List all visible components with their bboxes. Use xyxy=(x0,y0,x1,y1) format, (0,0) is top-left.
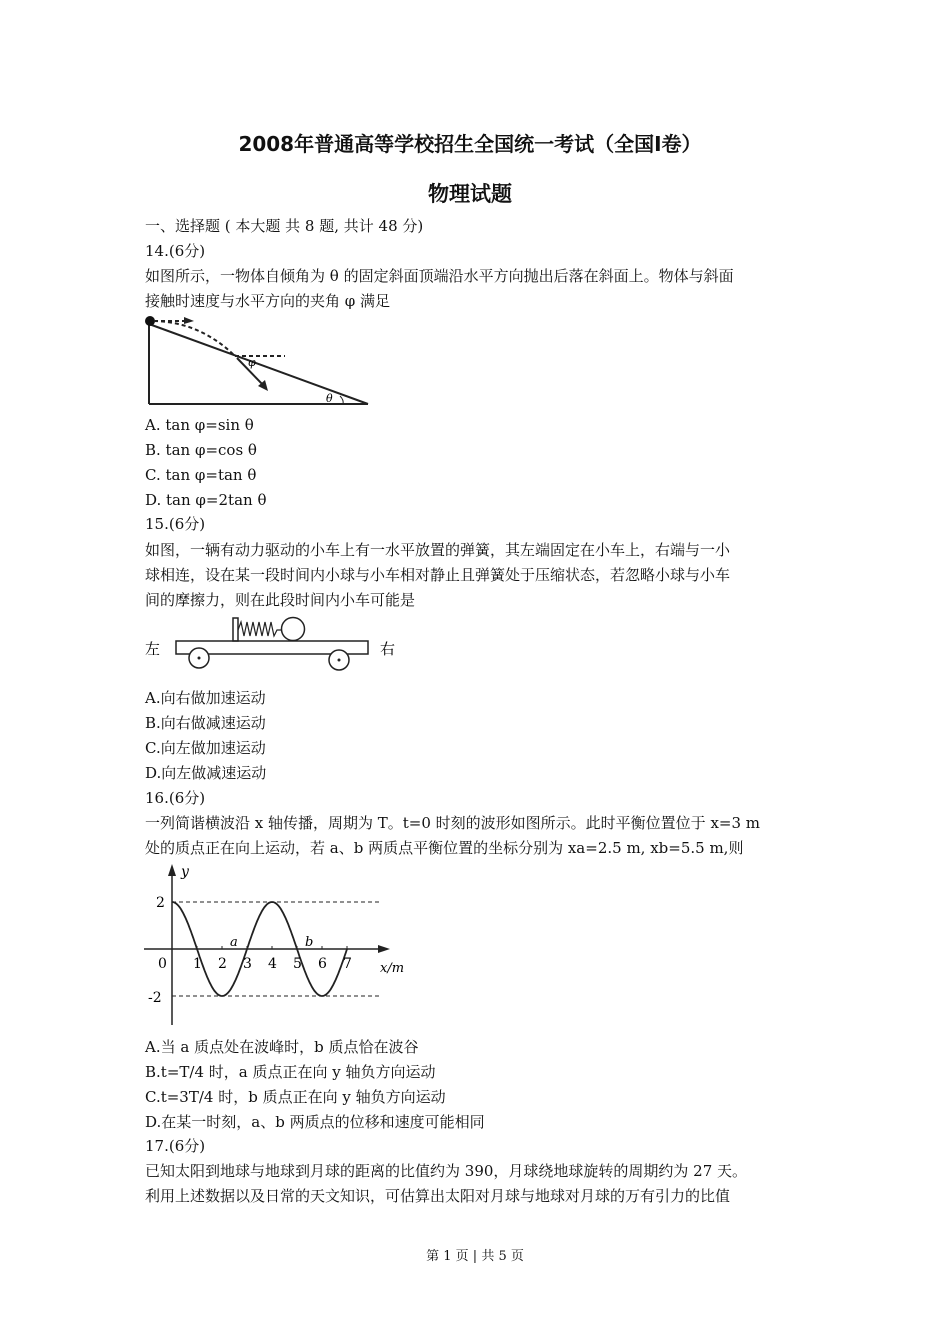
point-a-label: a xyxy=(230,935,238,950)
right-label: 右 xyxy=(380,640,396,658)
x-tick-label: 7 xyxy=(343,956,352,972)
question-16-number: 16.(6分) xyxy=(145,789,206,807)
theta-label: θ xyxy=(326,392,333,405)
option-d: D.在某一时刻，a、b 两质点的位移和速度可能相同 xyxy=(145,1113,485,1131)
cart-spring-figure xyxy=(140,610,410,680)
exam-subtitle: 物理试题 xyxy=(428,182,512,206)
phi-label: φ xyxy=(248,356,256,369)
origin-label: 0 xyxy=(158,956,167,972)
x-tick-label: 3 xyxy=(243,956,252,972)
y-tick-label: 2 xyxy=(156,895,165,911)
question-17-text: 利用上述数据以及日常的天文知识，可估算出太阳对月球与地球对月球的万有引力的比值 xyxy=(145,1187,731,1205)
question-16-text: 处的质点正在向上运动，若 a、b 两质点平衡位置的坐标分别为 xa=2.5 m, xb=5.5 m,则 xyxy=(145,839,744,857)
wave-figure xyxy=(140,860,420,1030)
x-tick-label: 6 xyxy=(318,956,327,972)
option-d: D. tan φ=2tan θ xyxy=(145,491,267,509)
option-c: C. tan φ=tan θ xyxy=(145,466,257,484)
question-16-text: 一列简谐横波沿 x 轴传播，周期为 T。t=0 时刻的波形如图所示。此时平衡位置位于 x=3 m xyxy=(145,814,761,832)
option-b: B. tan φ=cos θ xyxy=(145,441,257,459)
question-15-text: 间的摩擦力，则在此段时间内小车可能是 xyxy=(145,591,416,609)
option-b: B.向右做减速运动 xyxy=(145,714,266,732)
option-c: C.向左做加速运动 xyxy=(145,739,266,757)
incline-projectile-figure xyxy=(140,310,380,410)
question-14-text: 如图所示，一物体自倾角为 θ 的固定斜面顶端沿水平方向抛出后落在斜面上。物体与斜面 xyxy=(145,267,734,285)
left-label: 左 xyxy=(145,640,161,658)
x-axis-label: x/m xyxy=(380,961,405,976)
question-17-text: 已知太阳到地球与地球到月球的距离的比值约为 390，月球绕地球旋转的周期约为 27 天。 xyxy=(145,1162,748,1180)
section-heading: 一、选择题 ( 本大题 共 8 题, 共计 48 分) xyxy=(145,217,424,235)
y-tick-label: -2 xyxy=(148,990,162,1006)
point-b-label: b xyxy=(305,935,314,950)
option-b: B.t=T/4 时，a 质点正在向 y 轴负方向运动 xyxy=(145,1063,436,1081)
x-tick-label: 1 xyxy=(193,956,202,972)
question-14-number: 14.(6分) xyxy=(145,242,206,260)
option-a: A. tan φ=sin θ xyxy=(145,416,254,434)
option-c: C.t=3T/4 时，b 质点正在向 y 轴负方向运动 xyxy=(145,1088,446,1106)
question-14-text: 接触时速度与水平方向的夹角 φ 满足 xyxy=(145,292,391,310)
y-axis-label: y xyxy=(181,864,189,880)
x-tick-label: 4 xyxy=(268,956,277,972)
option-d: D.向左做减速运动 xyxy=(145,764,267,782)
question-15-text: 球相连，设在某一段时间内小球与小车相对静止且弹簧处于压缩状态，若忽略小球与小车 xyxy=(145,566,731,584)
page-footer: 第 1 页 | 共 5 页 xyxy=(426,1249,524,1264)
x-tick-label: 5 xyxy=(293,956,302,972)
question-15-number: 15.(6分) xyxy=(145,515,206,533)
option-a: A.当 a 质点处在波峰时，b 质点恰在波谷 xyxy=(145,1038,419,1056)
question-15-text: 如图，一辆有动力驱动的小车上有一水平放置的弹簧，其左端固定在小车上，右端与一小 xyxy=(145,541,731,559)
question-17-number: 17.(6分) xyxy=(145,1137,206,1155)
exam-title: 2008年普通高等学校招生全国统一考试（全国Ⅰ卷） xyxy=(238,132,702,156)
x-tick-label: 2 xyxy=(218,956,227,972)
option-a: A.向右做加速运动 xyxy=(145,689,266,707)
